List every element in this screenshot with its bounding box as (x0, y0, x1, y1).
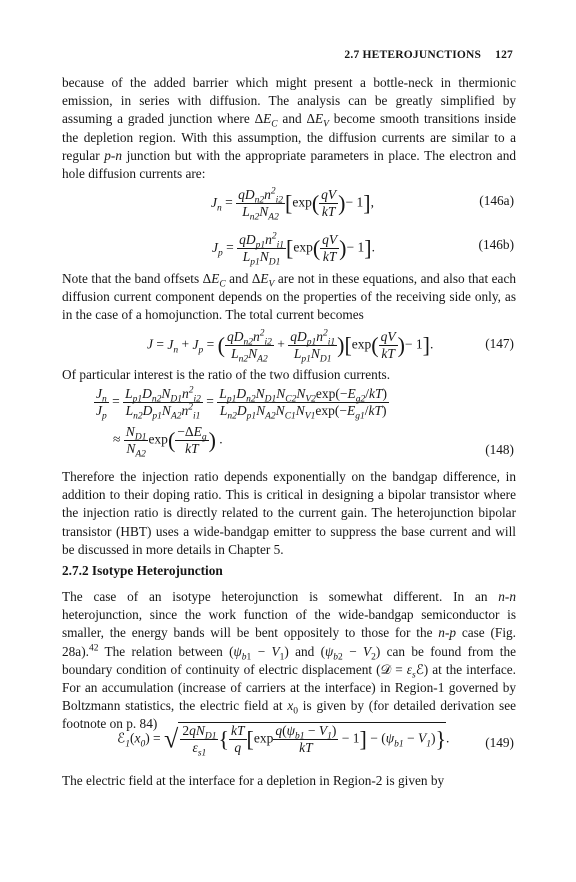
equation-148-number: (148) (485, 442, 514, 457)
paragraph-5: The case of an isotype heterojunction is somewhat different. In an n-n heterojunction, since the work function of the wide-bandgap semiconductor is smaller, the energy bands will be bent oppositely to those for the n-p case (Fig. 28a).$^{42}$ The relation between $(\psi_{b1} - V_1)$ and $(\psi_{b2} - V_2)$ can be found from the boundary condition of continuity of electric displacement (𝒟 = $\varepsilon_sℰ$) at the interface. For an accumulation (increase of carriers at the interface) in Region-1 governed by Boltzmann statistics, the electric field at $x_0$ is given by (for detailed derivation see footnote on p. 84) (62, 589, 517, 732)
equation-146a-number: (146a) (479, 193, 514, 208)
equation-148-line2: ≈ $\frac{N_{D1}}{N_{A2}}$ exp( $\frac{-\Delta E_g}{kT}$ ) . (113, 424, 223, 460)
equation-146b: $J_p$ = $\frac{qD_{p1}n^2_{i1}}{L_{p1}N_{D1}}$ [exp( $\frac{qV}{kT}$ )− 1]. (212, 231, 375, 268)
equation-149-number: (149) (485, 735, 514, 750)
running-header (344, 49, 513, 61)
paragraph-2: Note that the band offsets $\Delta E_C$ and $\Delta E_V$ are not in these equations, and also that each diffusion current component depends on the properties of the receiving side only, as in the case of a homojunction. The total current becomes (62, 271, 517, 323)
equation-147: $J = J_n + J_p$ = ( $\frac{qD_{n2}n^2_{i2}}{L_{n2}N_{A2}}$ + $\frac{qD_{p1}n^2_{i1}}{L_{p1}N_{D1}}$ )[exp( $\frac{qV}{kT}$ )− 1]. (147, 328, 434, 365)
equation-146a: $J_n$ = $\frac{qD_{n2}n^2_{i2}}{L_{n2}N_{A2}}$ [exp( $\frac{qV}{kT}$ )− 1], (211, 186, 374, 223)
paragraph-3: Of particular interest is the ratio of the two diffusion currents. (62, 367, 391, 382)
paragraph-6: The electric field at the interface for a depletion in Region-2 is given by (62, 773, 445, 788)
header-section: 2.7 HETEROJUNCTIONS (344, 49, 482, 61)
paragraph-1: because of the added barrier which might present a bottle-neck in thermionic emission, in series with diffusion. The analysis can be greatly simplified by assuming a graded junction where $\Delta E_C$ and $\Delta E_V$ become smooth transitions inside the depletion region. With this assumption, the diffusion currents are similar to a regular p-n junction but with the appropriate parameters in place. The electron and hole diffusion currents are: (62, 75, 516, 182)
paragraph-4: Therefore the injection ratio depends exponentially on the bandgap difference, in addition to their doping ratio. This is critical in designing a bipolar transistor where the injection ratio is directly related to the current gain. The heterojunction bipolar transistor (HBT) uses a wide-bandgap emitter to suppress the base current and will be discussed in more details in Chapter 5. (62, 469, 516, 557)
page-number: 127 (495, 49, 513, 61)
equation-149: $ℰ_1(x_0)$ = √ $\frac{2qN_{D1}}{\varepsilon_{s1}}$ { $\frac{kT}{q}$ [exp $\frac{q(\psi_{b1} - V_1)}{kT}$ − $1] - (\psi_{b1} - V_1)$}. (117, 723, 450, 759)
equation-147-number: (147) (485, 336, 514, 351)
equation-146b-number: (146b) (478, 237, 514, 252)
equation-148-line1: $\frac{J_n}{J_p}$ = $\frac{L_{p1}D_{n2}N_{D1}n^2_{i2}}{L_{n2}D_{p1}N_{A2}n^2_{i1}}$ = $\frac{L_{p1}D_{n2}N_{D1}N_{C2}N_{V2}\exp(-E_{g2}/kT)}{L_{n2}D_{p1}N_{A2}N_{C1}N_{V1}\exp(-E_{g1}/kT)}$ (96, 385, 388, 422)
section-title: 2.7.2 Isotype Heterojunction (62, 563, 223, 578)
